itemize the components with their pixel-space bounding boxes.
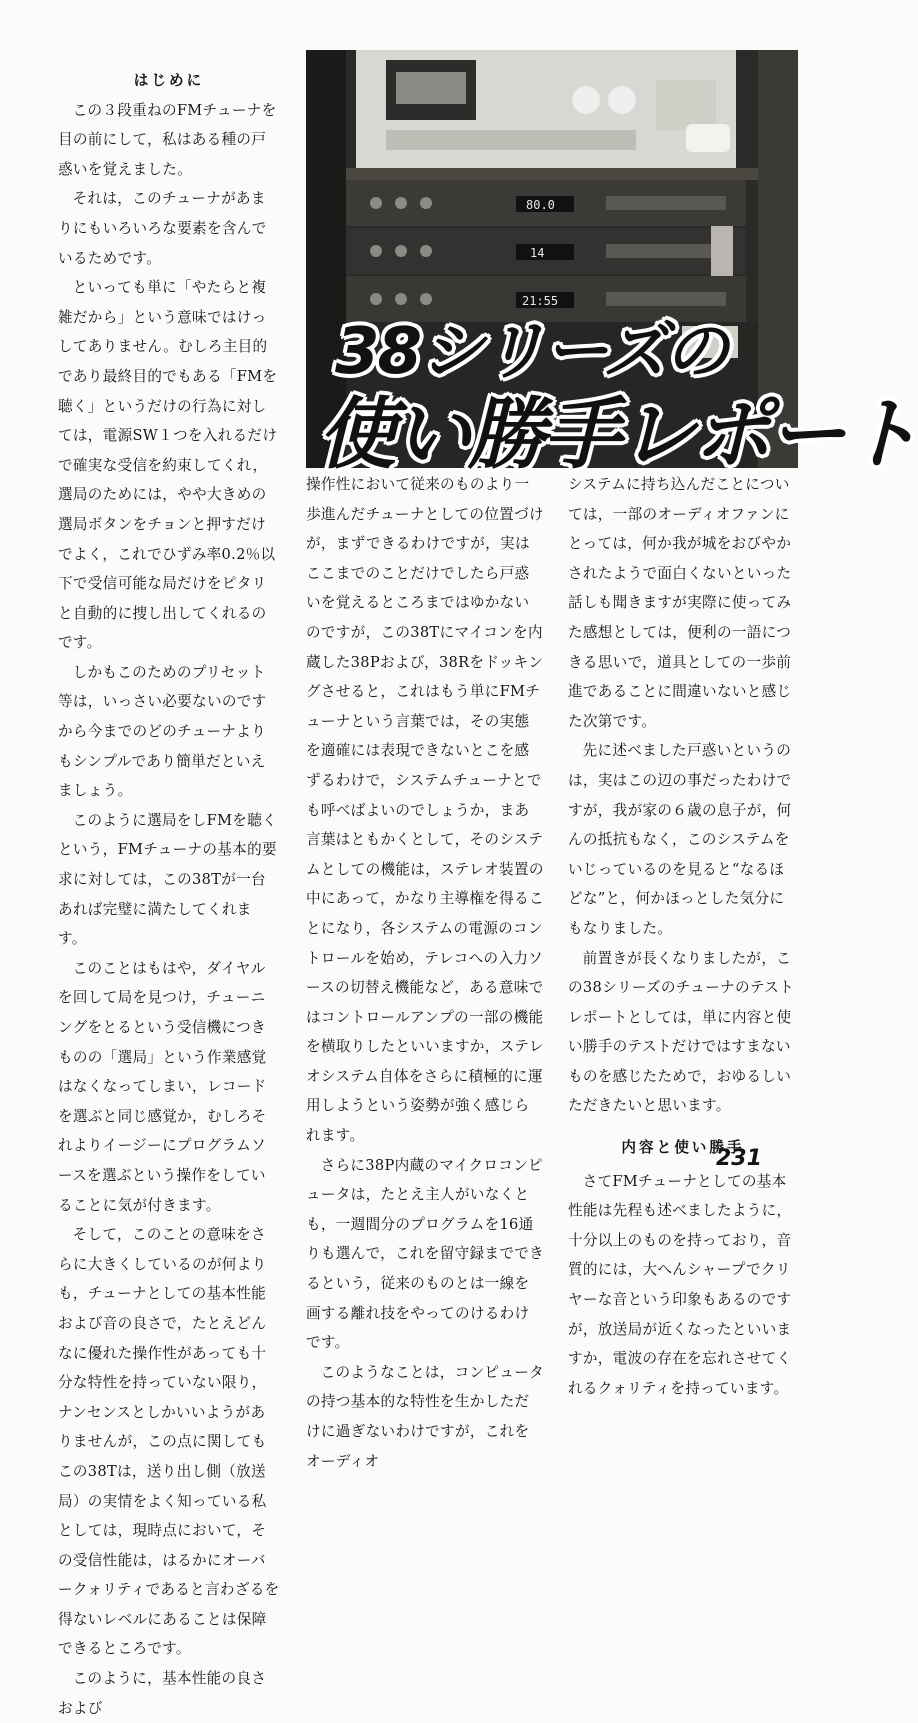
paragraph: 前置きが長くなりましたが，この38シリーズのチューナのテストレポートとしては，単に内容と使い勝手のテストだけではすまないものを感じたためで，おゆるしいただきたいと思います。 [568, 949, 794, 1115]
column-right [568, 470, 798, 1403]
page-number: 231 [716, 1146, 762, 1171]
paragraph: このことはもはや，ダイヤルを回して局を見つけ，チューニングをとるという受信機につきものの「選局」という作業感覚はなくなってしまい，レコードを選ぶと同じ感覚か，むしろそれよりイージーにプログラムソースを選ぶという操作をしていることに気が付きます。 [58, 959, 267, 1214]
paragraph: それは，このチューナがあまりにもいろいろな要素を含んでいるためです。 [58, 190, 267, 267]
column-left [58, 66, 280, 1723]
paragraph: 先に述べました戸惑いというのは，実はこの辺の事だったわけですが，我が家の６歳の息子が，何んの抵抗もなく，このシステムをいじっているのを見ると“なるほどな”と，何かほっとした気分にもなりました。 [568, 742, 792, 937]
paragraph: システムに持ち込んだことについては，一部のオーディオファンにとっては，何か我が城をおびやかされたようで面白くないといった話しも聞きますが実際に使ってみた感想としては，便利の一語につきる思いで，道具としての一歩前進であることに間違いないと感じた次第です。 [568, 476, 792, 730]
freq-display-1: 80.0 [526, 198, 555, 212]
paragraph: 操作性において従来のものより一歩進んだチューナとしての位置づけが，まずできるわけですが，実はここまでのことだけでしたら戸惑いを覚えるところまではゆかないのですが，この38Tにマイコンを内蔵した38Pおよび，38Rをドッキングさせると，これはもう単にFMチューナという言葉では，その実態を適確には表現できないとこを感ずるわけで，システムチューナとでも呼べばよいのでしょうか，まあ言葉はともかくとして，そのシステムとしての機能は，ステレオ装置の中にあって，かなり主導権を得ることになり，各システムの電源のコントロールを始め，テレコへの入力ソースの切替え機能など，ある意味ではコントロールアンプの一部の機能を横取りしたといいますか，ステレオシステム自体をさらに積極的に運用しようという姿勢が強く感じられます。 [306, 476, 544, 1145]
freq-display-2: 14 [530, 246, 545, 260]
paragraph: しかもこのためのプリセット等は，いっさい必要ないのですから今までのどのチューナよりもシンプルであり簡単だといえましょう。 [58, 663, 267, 800]
paragraph: このようなことは，コンピュータの持つ基本的な特性を生かしただけに過ぎないわけですが，これをオーディオ [306, 1363, 545, 1470]
heading-usage: 内容と使い勝手 [621, 1139, 745, 1157]
heading-intro: はじめに [133, 72, 205, 89]
paragraph: そして，このことの意味をさらに大きくしているのが何よりも，チューナとしての基本性能および音の良さで，たとえどんなに優れた操作性があっても十分な特性を持っていない限り，ナンセンスとしかいいようがありませんが，この点に関してもこの38Tは，送り出し側（放送局）の実情をよく知っている私としては，現時点において，その受信性能は，はるかにオーバークォリティであると言わざるを得ないレベルにあることは保障できるところです。 [58, 1226, 280, 1658]
paragraph: このように選局をしFMを聴くという，FMチューナの基本的要求に対しては，この38Tが一台あれば完璧に満たしてくれます。 [58, 811, 277, 948]
title-line-2: 使い勝手レポート [318, 390, 918, 480]
column-middle [306, 470, 544, 1476]
paragraph: この３段重ねのFMチューナを目の前にして，私はある種の戸惑いを覚えました。 [58, 101, 277, 178]
clock-display: 21:55 [522, 294, 559, 308]
paragraph: さらに38P内蔵のマイクロコンピュータは，たとえ主人がいなくとも，一週間分のプログラムを16通りも選んで，これを留守録までできるという，従来のものとは一線を画する離れ技をやってのけるわけです。 [306, 1156, 545, 1352]
paragraph: といっても単に「やたらと複雑だから」という意味ではけっしてありません。むしろ主目的であり最終目的でもある「FMを聴く」というだけの行為に対しては，電源SW１つを入れるだけで確実な受信を約束してくれ，選局のためには，やや大きめの選局ボタンをチョンと押すだけでよく，これでひずみ率0.2％以下で受信可能な局だけをピタリと自動的に捜し出してくれるのです。 [58, 279, 278, 652]
paragraph: さてFMチューナとしての基本性能は先程も述べましたように，十分以上のものを持っており，音質的には，大へんシャープでクリヤーな音という印象もあるのですが，放送局が近くなったといいますか，電波の存在を忘れさせてくれるクォリティを持っています。 [568, 1172, 792, 1397]
title-line-1: 38シリーズの [335, 315, 727, 389]
paragraph: このように，基本性能の良さおよび [58, 1670, 267, 1717]
